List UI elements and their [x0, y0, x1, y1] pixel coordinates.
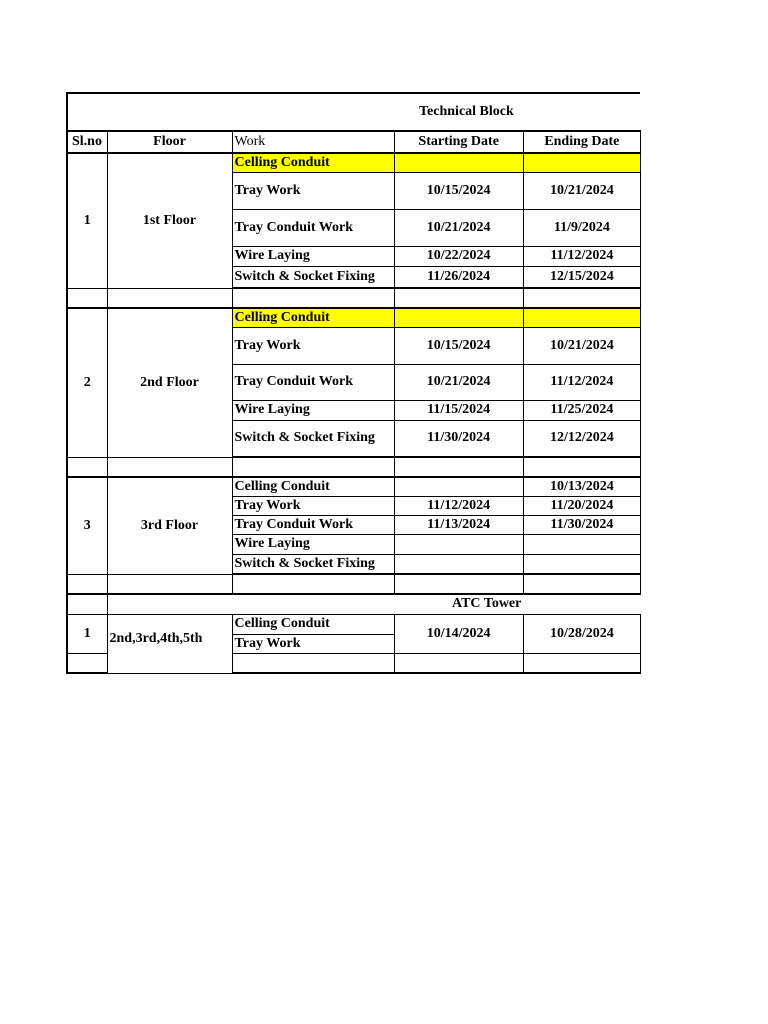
start-date-cell: 10/14/2024 [394, 614, 523, 653]
atc-title-row [67, 594, 640, 614]
end-date-cell [523, 554, 640, 574]
end-date-cell: 11/30/2024 [523, 515, 640, 534]
start-date-cell: 11/15/2024 [394, 400, 523, 420]
work-cell: Tray Work [232, 327, 394, 364]
start-date-cell [394, 308, 523, 327]
end-date-cell: 11/25/2024 [523, 400, 640, 420]
spacer-row [67, 574, 640, 594]
slno-cell: 3 [67, 477, 107, 574]
spacer-row [67, 288, 640, 308]
end-date-cell: 11/9/2024 [523, 209, 640, 246]
work-cell: Celling Conduit [232, 308, 394, 327]
table-row [67, 308, 640, 327]
end-date-cell: 10/21/2024 [523, 327, 640, 364]
end-date-cell: 10/28/2024 [523, 614, 640, 653]
work-cell: Tray Conduit Work [232, 364, 394, 400]
end-date-cell: 10/21/2024 [523, 172, 640, 209]
floor-cell: 1st Floor [107, 153, 232, 288]
start-date-cell: 10/21/2024 [394, 364, 523, 400]
start-date-cell [394, 153, 523, 172]
work-cell: Tray Work [232, 172, 394, 209]
end-date-cell: 10/13/2024 [523, 477, 640, 496]
header-starting-date: Starting Date [394, 131, 523, 153]
table-row [67, 477, 640, 496]
work-cell: Wire Laying [232, 534, 394, 554]
header-slno: Sl.no [67, 131, 107, 153]
header-row [67, 131, 640, 153]
start-date-cell [394, 554, 523, 574]
floor-cell: 2nd,3rd,4th,5th [107, 614, 232, 673]
header-work: Work [232, 131, 394, 153]
spreadsheet [66, 92, 641, 674]
work-cell: Tray Conduit Work [232, 515, 394, 534]
header-ending-date: Ending Date [523, 131, 640, 153]
end-date-cell: 12/15/2024 [523, 266, 640, 288]
start-date-cell: 10/21/2024 [394, 209, 523, 246]
end-date-cell [523, 534, 640, 554]
start-date-cell: 11/13/2024 [394, 515, 523, 534]
floor-cell: 3rd Floor [107, 477, 232, 574]
start-date-cell [394, 534, 523, 554]
title-row [67, 93, 640, 131]
slno-cell: 1 [67, 614, 107, 653]
end-date-cell: 11/12/2024 [523, 364, 640, 400]
start-date-cell: 10/22/2024 [394, 246, 523, 266]
slno-cell: 2 [67, 308, 107, 457]
floor-cell: 2nd Floor [107, 308, 232, 457]
work-cell: Tray Work [232, 496, 394, 515]
end-date-cell: 11/20/2024 [523, 496, 640, 515]
spacer-row [67, 457, 640, 477]
title-spacer [67, 93, 107, 131]
end-date-cell [523, 308, 640, 327]
schedule-table [66, 92, 641, 674]
start-date-cell: 11/30/2024 [394, 420, 523, 457]
section-title: Technical Block [394, 93, 523, 131]
table-row [67, 153, 640, 172]
start-date-cell: 10/15/2024 [394, 327, 523, 364]
atc-title: ATC Tower [394, 594, 523, 614]
start-date-cell: 11/12/2024 [394, 496, 523, 515]
start-date-cell: 10/15/2024 [394, 172, 523, 209]
work-cell: Tray Work [232, 634, 394, 653]
work-cell: Switch & Socket Fixing [232, 266, 394, 288]
end-date-cell: 11/12/2024 [523, 246, 640, 266]
work-cell: Tray Conduit Work [232, 209, 394, 246]
work-cell: Wire Laying [232, 246, 394, 266]
work-cell: Celling Conduit [232, 614, 394, 634]
work-cell: Switch & Socket Fixing [232, 554, 394, 574]
slno-cell: 1 [67, 153, 107, 288]
work-cell: Celling Conduit [232, 153, 394, 172]
start-date-cell [394, 477, 523, 496]
end-date-cell [523, 153, 640, 172]
table-row [67, 614, 640, 634]
work-cell: Switch & Socket Fixing [232, 420, 394, 457]
end-date-cell: 12/12/2024 [523, 420, 640, 457]
work-cell: Celling Conduit [232, 477, 394, 496]
header-floor: Floor [107, 131, 232, 153]
start-date-cell: 11/26/2024 [394, 266, 523, 288]
work-cell: Wire Laying [232, 400, 394, 420]
